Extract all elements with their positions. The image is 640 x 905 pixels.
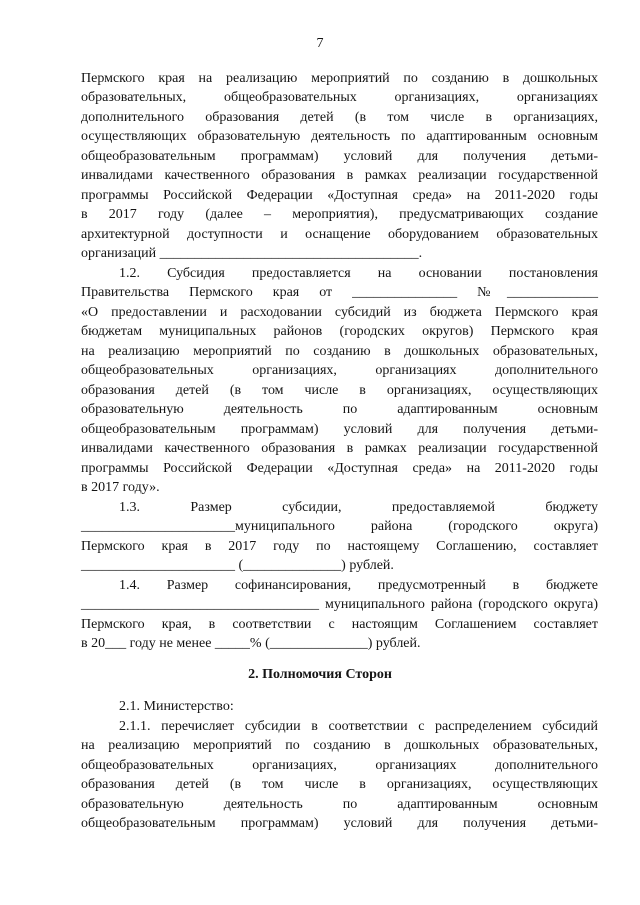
text-line: в 2017 году (далее – мероприятия), предусматривающих создание	[81, 207, 598, 222]
text-line: ______________________муниципального района (городского округа)	[81, 519, 598, 534]
text-line: 1.2. Субсидия предоставляется на основании постановления	[119, 266, 598, 281]
text-line: на реализацию мероприятий по созданию в дошкольных образовательных,	[81, 738, 598, 753]
text-line: осуществляющих образовательную деятельность по адаптированным основным	[81, 129, 598, 144]
text-line: образовательную деятельность по адаптированным основным	[81, 402, 598, 417]
text-line: Пермского края в 2017 году по настоящему Соглашению, составляет	[81, 539, 598, 554]
text-line: общеобразовательных организациях, организациях дополнительного	[81, 363, 598, 378]
text-line: бюджетам муниципальных районов (городских округов) Пермского края	[81, 324, 598, 339]
text-line: образования детей (в том числе в организациях, осуществляющих	[81, 383, 598, 398]
page-number: 7	[316, 36, 324, 51]
text-line: общеобразовательным программам) условий для получения детьми-	[81, 422, 598, 437]
text-line: Пермского края на реализацию мероприятий по созданию в дошкольных	[81, 71, 598, 86]
text-line: образования детей (в том числе в организациях, осуществляющих	[81, 777, 598, 792]
text-line: образовательных, общеобразовательных организациях, организациях	[81, 90, 598, 105]
text-line: организаций _____________________________________.	[81, 246, 423, 261]
text-line: __________________________________ муниципального района (городского округа)	[81, 597, 598, 612]
text-line: общеобразовательным программам) условий для получения детьми-	[81, 149, 598, 164]
text-line: инвалидами качественного образования в рамках реализации государственной	[81, 441, 598, 456]
text-line: на реализацию мероприятий по созданию в дошкольных образовательных,	[81, 344, 598, 359]
text-line: в 20___ году не менее _____% (______________) рублей.	[81, 636, 421, 651]
text-line: общеобразовательным программам) условий для получения детьми-	[81, 816, 598, 831]
text-line: программы Российской Федерации «Доступная среда» на 2011-2020 годы	[81, 461, 598, 476]
text-line: «О предоставлении и расходовании субсидий из бюджета Пермского края	[81, 305, 598, 320]
section-heading: 2. Полномочия Сторон	[248, 667, 392, 682]
text-line: в 2017 году».	[81, 480, 160, 495]
text-line: 2.1. Министерство:	[119, 699, 234, 714]
text-line: программы Российской Федерации «Доступная среда» на 2011-2020 годы	[81, 188, 598, 203]
text-line: дополнительного образования детей (в том числе в организациях,	[81, 110, 598, 125]
text-line: ______________________ (______________) рублей.	[81, 558, 394, 573]
text-line: инвалидами качественного образования в рамках реализации государственной	[81, 168, 598, 183]
text-line: образовательную деятельность по адаптированным основным	[81, 797, 598, 812]
text-line: 1.3. Размер субсидии, предоставляемой бюджету	[119, 500, 598, 515]
text-line: архитектурной доступности и оснащение оборудованием образовательных	[81, 227, 598, 242]
text-line: Правительства Пермского края от _______________ №_____________	[81, 285, 598, 300]
text-line: 2.1.1. перечисляет субсидии в соответствии с распределением субсидий	[119, 719, 598, 734]
text-line: общеобразовательных организациях, организациях дополнительного	[81, 758, 598, 773]
text-line: 1.4. Размер софинансирования, предусмотренный в бюджете	[119, 578, 598, 593]
text-line: Пермского края, в соответствии с настоящим Соглашением составляет	[81, 617, 598, 632]
